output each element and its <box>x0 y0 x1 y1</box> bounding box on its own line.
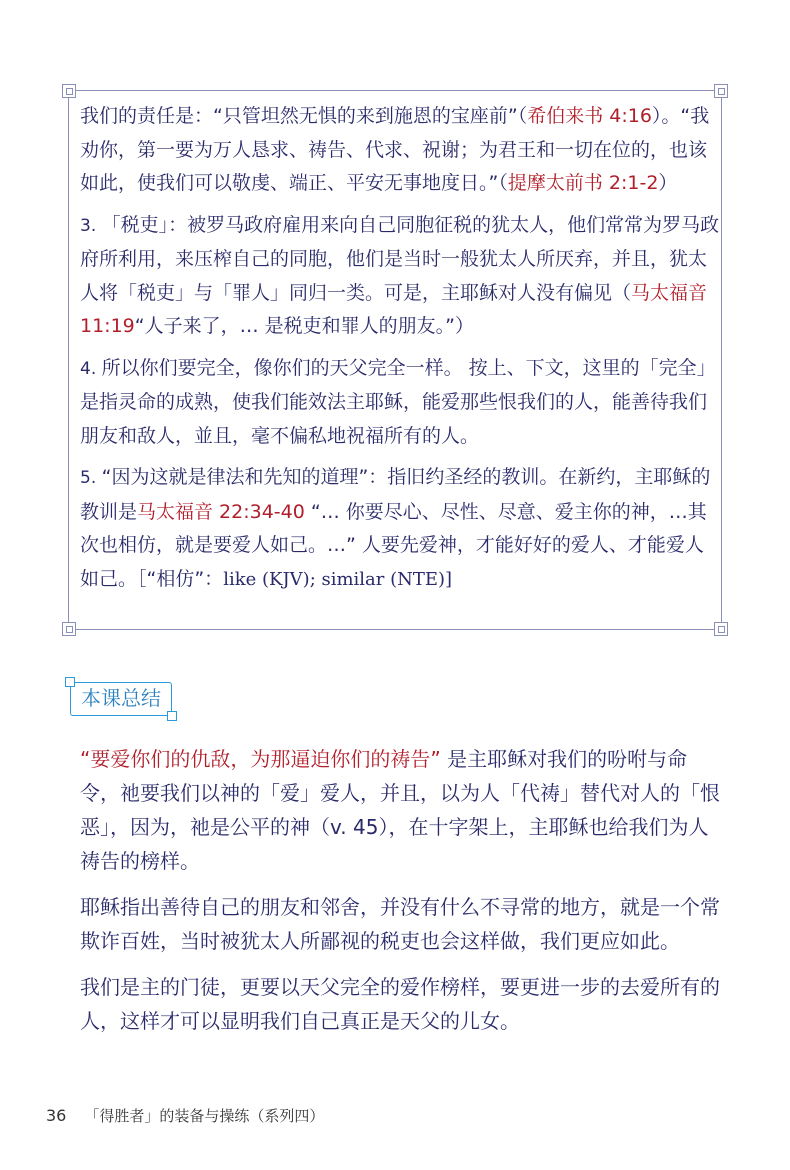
scripture-reference: 马太福音 22:34-40 <box>137 500 305 523</box>
frame-corner-ornament <box>714 84 728 98</box>
book-title: 「得胜者」的装备与操练（系列四） <box>84 1107 325 1125</box>
notes-box <box>80 100 720 604</box>
summary-paragraph-3: 我们是主的门徒，更要以天父完全的爱作榜样，要更进一步的去爱所有的人，这样才可以显明我们自己真正是天父的儿女。 <box>80 975 720 1033</box>
scripture-reference: 希伯来书 4:16 <box>527 105 652 127</box>
frame-corner-ornament <box>62 622 76 636</box>
summary-paragraph-1: “要爱你们的仇敌，为那逼迫你们的祷告” 是主耶稣对我们的吩咐与命令，祂要我们以神的「爱」爱人，并且，以为人「代祷」替代对人的「恨恶」，因为，祂是公平的神（v. 45），在十字架上，主耶稣也给我们为人祷告的榜样。 <box>80 747 720 873</box>
scripture-reference: 马太福音 11:19 <box>80 281 708 337</box>
section-tag-lesson-summary: 本课总结 <box>70 682 172 716</box>
note-paragraph-3: 3. 「税吏」：被罗马政府雇用来向自己同胞征税的犹太人，他们常常为罗马政府所利用，来压榨自己的同胞，他们是当时一般犹太人所厌弃，并且，犹太人将「税吏」与「罪人」同归一类。可是，主耶稣对人没有偏见（马太福音 11:19“人子来了，… 是税吏和罪人的朋友。”） <box>80 213 720 337</box>
page-number: 36 <box>46 1106 67 1125</box>
frame-corner-ornament <box>62 84 76 98</box>
page-footer <box>46 1105 324 1126</box>
summary-paragraph-2: 耶稣指出善待自己的朋友和邻舍，并没有什么不寻常的地方，就是一个常欺诈百姓，当时被犹太人所鄙视的税吏也会这样做，我们更应如此。 <box>80 895 720 953</box>
note-paragraph-5: 5. “因为这就是律法和先知的道理”：指旧约圣经的教训。在新约，主耶稣的教训是马太福音 22:34-40 “… 你要尽心、尽性、尽意、爱主你的神，…其次也相仿，就是要爱人如己。…” 人要先爱神，才能好好的爱人、才能爱人如己。［“相仿”：like (KJV); similar (NTE)] <box>80 466 711 590</box>
frame-corner-ornament <box>714 622 728 636</box>
scripture-reference: 提摩太前书 2:1-2 <box>507 172 659 194</box>
note-paragraph-4: 4. 所以你们要完全，像你们的天父完全一样。 按上、下文，这里的「完全」是指灵命的成熟，使我们能效法主耶稣，能爱那些恨我们的人，能善待我们朋友和敌人，並且，毫不偏私地祝福所有的人。 <box>80 356 716 447</box>
quoted-command: “要爱你们的仇敌，为那逼迫你们的祷告” <box>80 747 441 771</box>
note-paragraph-1: 我们的责任是：“只管坦然无惧的来到施恩的宝座前”（希伯来书 4:16）。“我劝你，第一要为万人恳求、祷告、代求、祝谢；为君王和一切在位的，也该如此，使我们可以敬虔、端正、平安无事地度日。”（提摩太前书 2:1-2） <box>80 105 710 194</box>
lesson-summary <box>80 742 720 1050</box>
